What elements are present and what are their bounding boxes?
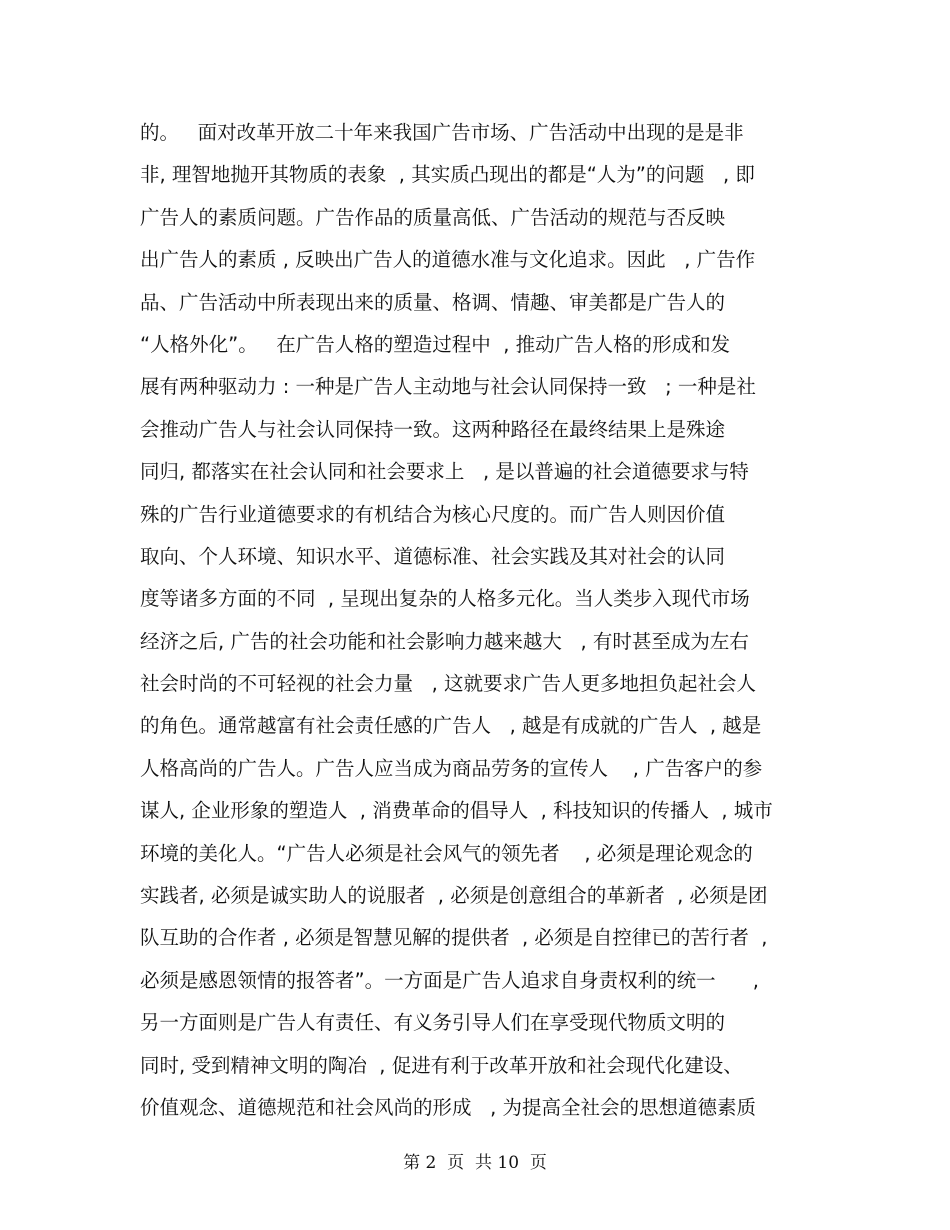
body-text [140,112,820,1129]
text-line: 环境的美化人。“广告人必须是社会风气的领先者 , 必须是理论观念的 [140,841,753,865]
text-line: 必须是感恩领情的报答者”。一方面是广告人追求自身责权利的统一 , [140,968,759,992]
text-line: 社会时尚的不可轻视的社会力量 , 这就要求广告人更多地担负起社会人 [140,672,756,696]
text-line: 的。 面对改革开放二十年来我国广告市场、广告活动中出现的是是非 [140,121,744,144]
page-number-footer: 第 2 页 共 10 页 [403,1153,547,1173]
text-line: 品、广告活动中所表现出来的质量、格调、情趣、审美都是广告人的 [140,290,726,314]
text-line: 度等诸多方面的不同 , 呈现出复杂的人格多元化。当人类步入现代市场 [140,587,750,611]
text-line: “人格外化”。 在广告人格的塑造过程中 , 推动广告人格的形成和发 [140,332,731,356]
text-line: 另一方面则是广告人有责任、有义务引导人们在享受现代物质文明的 [140,1011,726,1035]
text-line: 队互助的合作者 , 必须是智慧见解的提供者 , 必须是自控律已的苦行者 , [140,926,768,950]
text-line: 会推动广告人与社会认同保持一致。这两种路径在最终结果上是殊途 [140,417,726,441]
text-line: 经济之后, 广告的社会功能和社会影响力越来越大 , 有时甚至成为左右 [140,629,749,653]
text-line: 出广告人的素质 , 反映出广告人的道德水准与文化追求。因此 , 广告作 [140,248,756,272]
text-line: 人格高尚的广告人。广告人应当成为商品劳务的宣传人 , 广告客户的参 [140,756,763,780]
text-line: 实践者, 必须是诚实助人的说服者 , 必须是创意组合的革新者 , 必须是团 [140,884,768,908]
text-line: 的角色。通常越富有社会责任感的广告人 , 越是有成就的广告人 , 越是 [140,714,762,738]
text-line: 谋人, 企业形象的塑造人 , 消费革命的倡导人 , 科技知识的传播人 , 城市 [140,799,773,823]
text-line: 非, 理智地抛开其物质的表象 , 其实质凸现出的都是“人为”的问题 , 即 [140,163,755,187]
text-line: 取向、个人环境、知识水平、道德标准、社会实践及其对社会的认同 [140,544,726,568]
text-line: 广告人的素质问题。广告作品的质量高低、广告活动的规范与否反映 [140,205,726,229]
text-line: 展有两种驱动力 : 一种是广告人主动地与社会认同保持一致 ; 一种是社 [140,375,756,399]
text-line: 同时, 受到精神文明的陶冶 , 促进有利于改革开放和社会现代化建设、 [140,1053,743,1077]
text-line: 价值观念、道德规范和社会风尚的形成 , 为提高全社会的思想道德素质 [140,1095,756,1119]
text-line: 殊的广告行业道德要求的有机结合为核心尺度的。而广告人则因价值 [140,502,726,526]
text-line: 同归, 都落实在社会认同和社会要求上 , 是以普遍的社会道德要求与特 [140,460,749,484]
